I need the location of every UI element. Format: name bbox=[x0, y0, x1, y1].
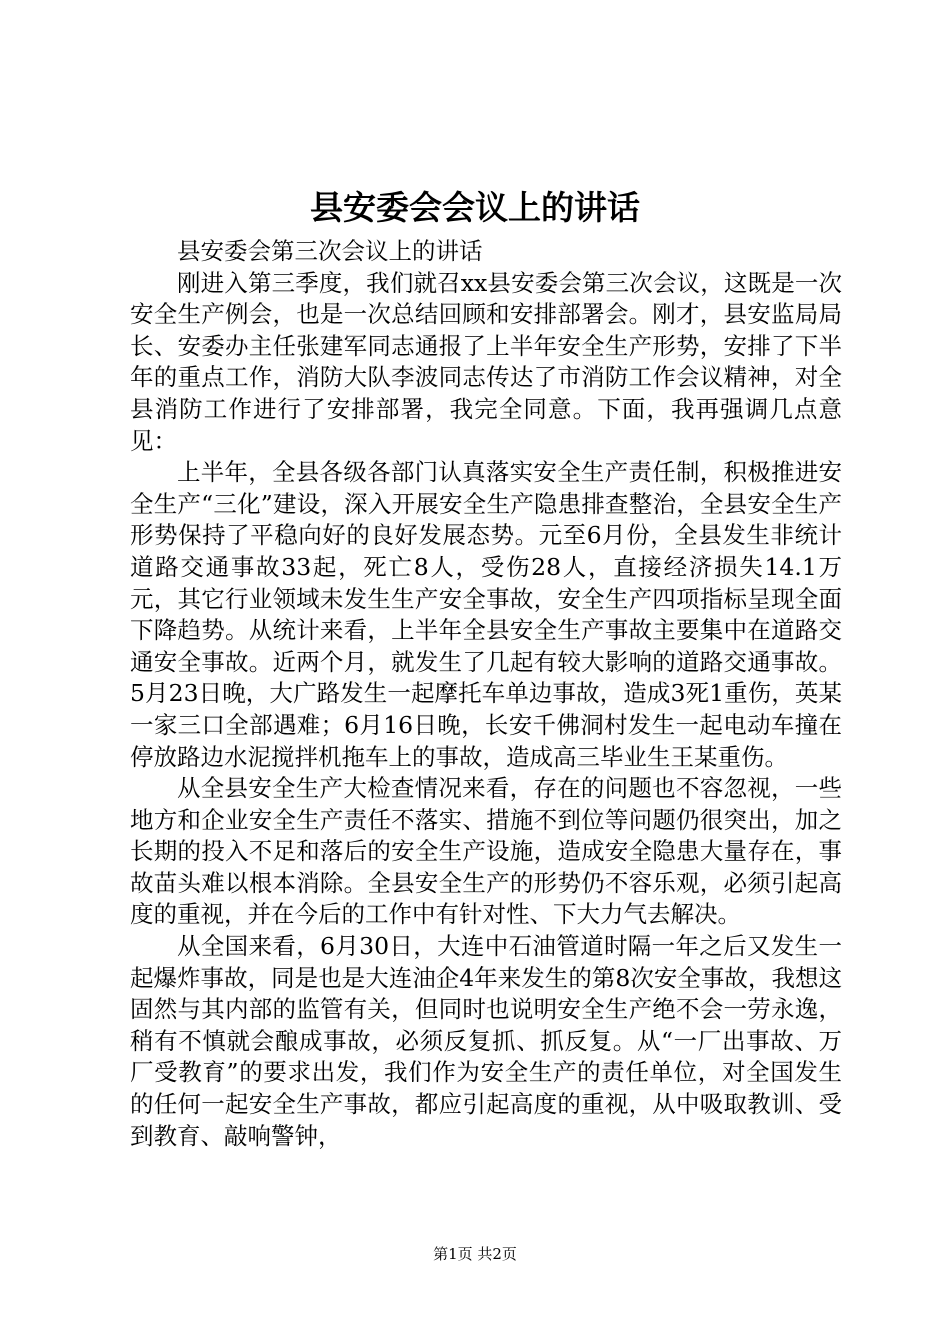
document-body bbox=[130, 236, 842, 1152]
page-title: 县安委会会议上的讲话 bbox=[310, 188, 640, 227]
paragraph-national-situation: 从全国来看，6月30日，大连中石油管道时隔一年之后又发生一起爆炸事故，同是也是大连油企4年来发生的第8次安全事故，我想这固然与其内部的监管有关，但同时也说明安全生产绝不会一劳永逸，稍有不慎就会酿成事故，必须反复抓、抓反复。从“一厂出事故、万厂受教育”的要求出发，我们作为安全生产的责任单位，对全国发生的任何一起安全生产事故，都应引起高度的重视，从中吸取教训、受到教育、敲响警钟， bbox=[130, 932, 842, 1150]
paragraph-subtitle: 县安委会第三次会议上的讲话 bbox=[177, 237, 483, 265]
paragraph-inspection-issues: 从全县安全生产大检查情况来看，存在的问题也不容忽视，一些地方和企业安全生产责任不落实、措施不到位等问题仍很突出，加之长期的投入不足和落后的安全生产设施，造成安全隐患大量存在，事故苗头难以根本消除。全县安全生产的形势仍不容乐观，必须引起高度的重视，并在今后的工作中有针对性、下大力气去解决。 bbox=[130, 774, 842, 929]
paragraph-intro: 刚进入第三季度，我们就召xx县安委会第三次会议，这既是一次安全生产例会，也是一次总结回顾和安排部署会。刚才，县安监局局长、安委办主任张建军同志通报了上半年安全生产形势，安排了下半年的重点工作，消防大队李波同志传达了市消防工作会议精神，对全县消防工作进行了安排部署，我完全同意。下面，我再强调几点意见： bbox=[130, 268, 842, 455]
page-footer: 第1页 共2页 bbox=[433, 1245, 517, 1263]
paragraph-first-half-summary: 上半年，全县各级各部门认真落实安全生产责任制，积极推进安全生产“三化”建设，深入开展安全生产隐患排查整治，全县安全生产形势保持了平稳向好的良好发展态势。元至6月份，全县发生非统计道路交通事故33起，死亡8人，受伤28人，直接经济损失14.1万元，其它行业领域未发生生产安全事故，安全生产四项指标呈现全面下降趋势。从统计来看，上半年全县安全生产事故主要集中在道路交通安全事故。近两个月，就发生了几起有较大影响的道路交通事故。5月23日晚，大广路发生一起摩托车单边事故，造成3死1重伤，英某一家三口全部遇难；6月16日晚，长安千佛洞村发生一起电动车撞在停放路边水泥搅拌机拖车上的事故，造成高三毕业生王某重伤。 bbox=[130, 458, 842, 771]
